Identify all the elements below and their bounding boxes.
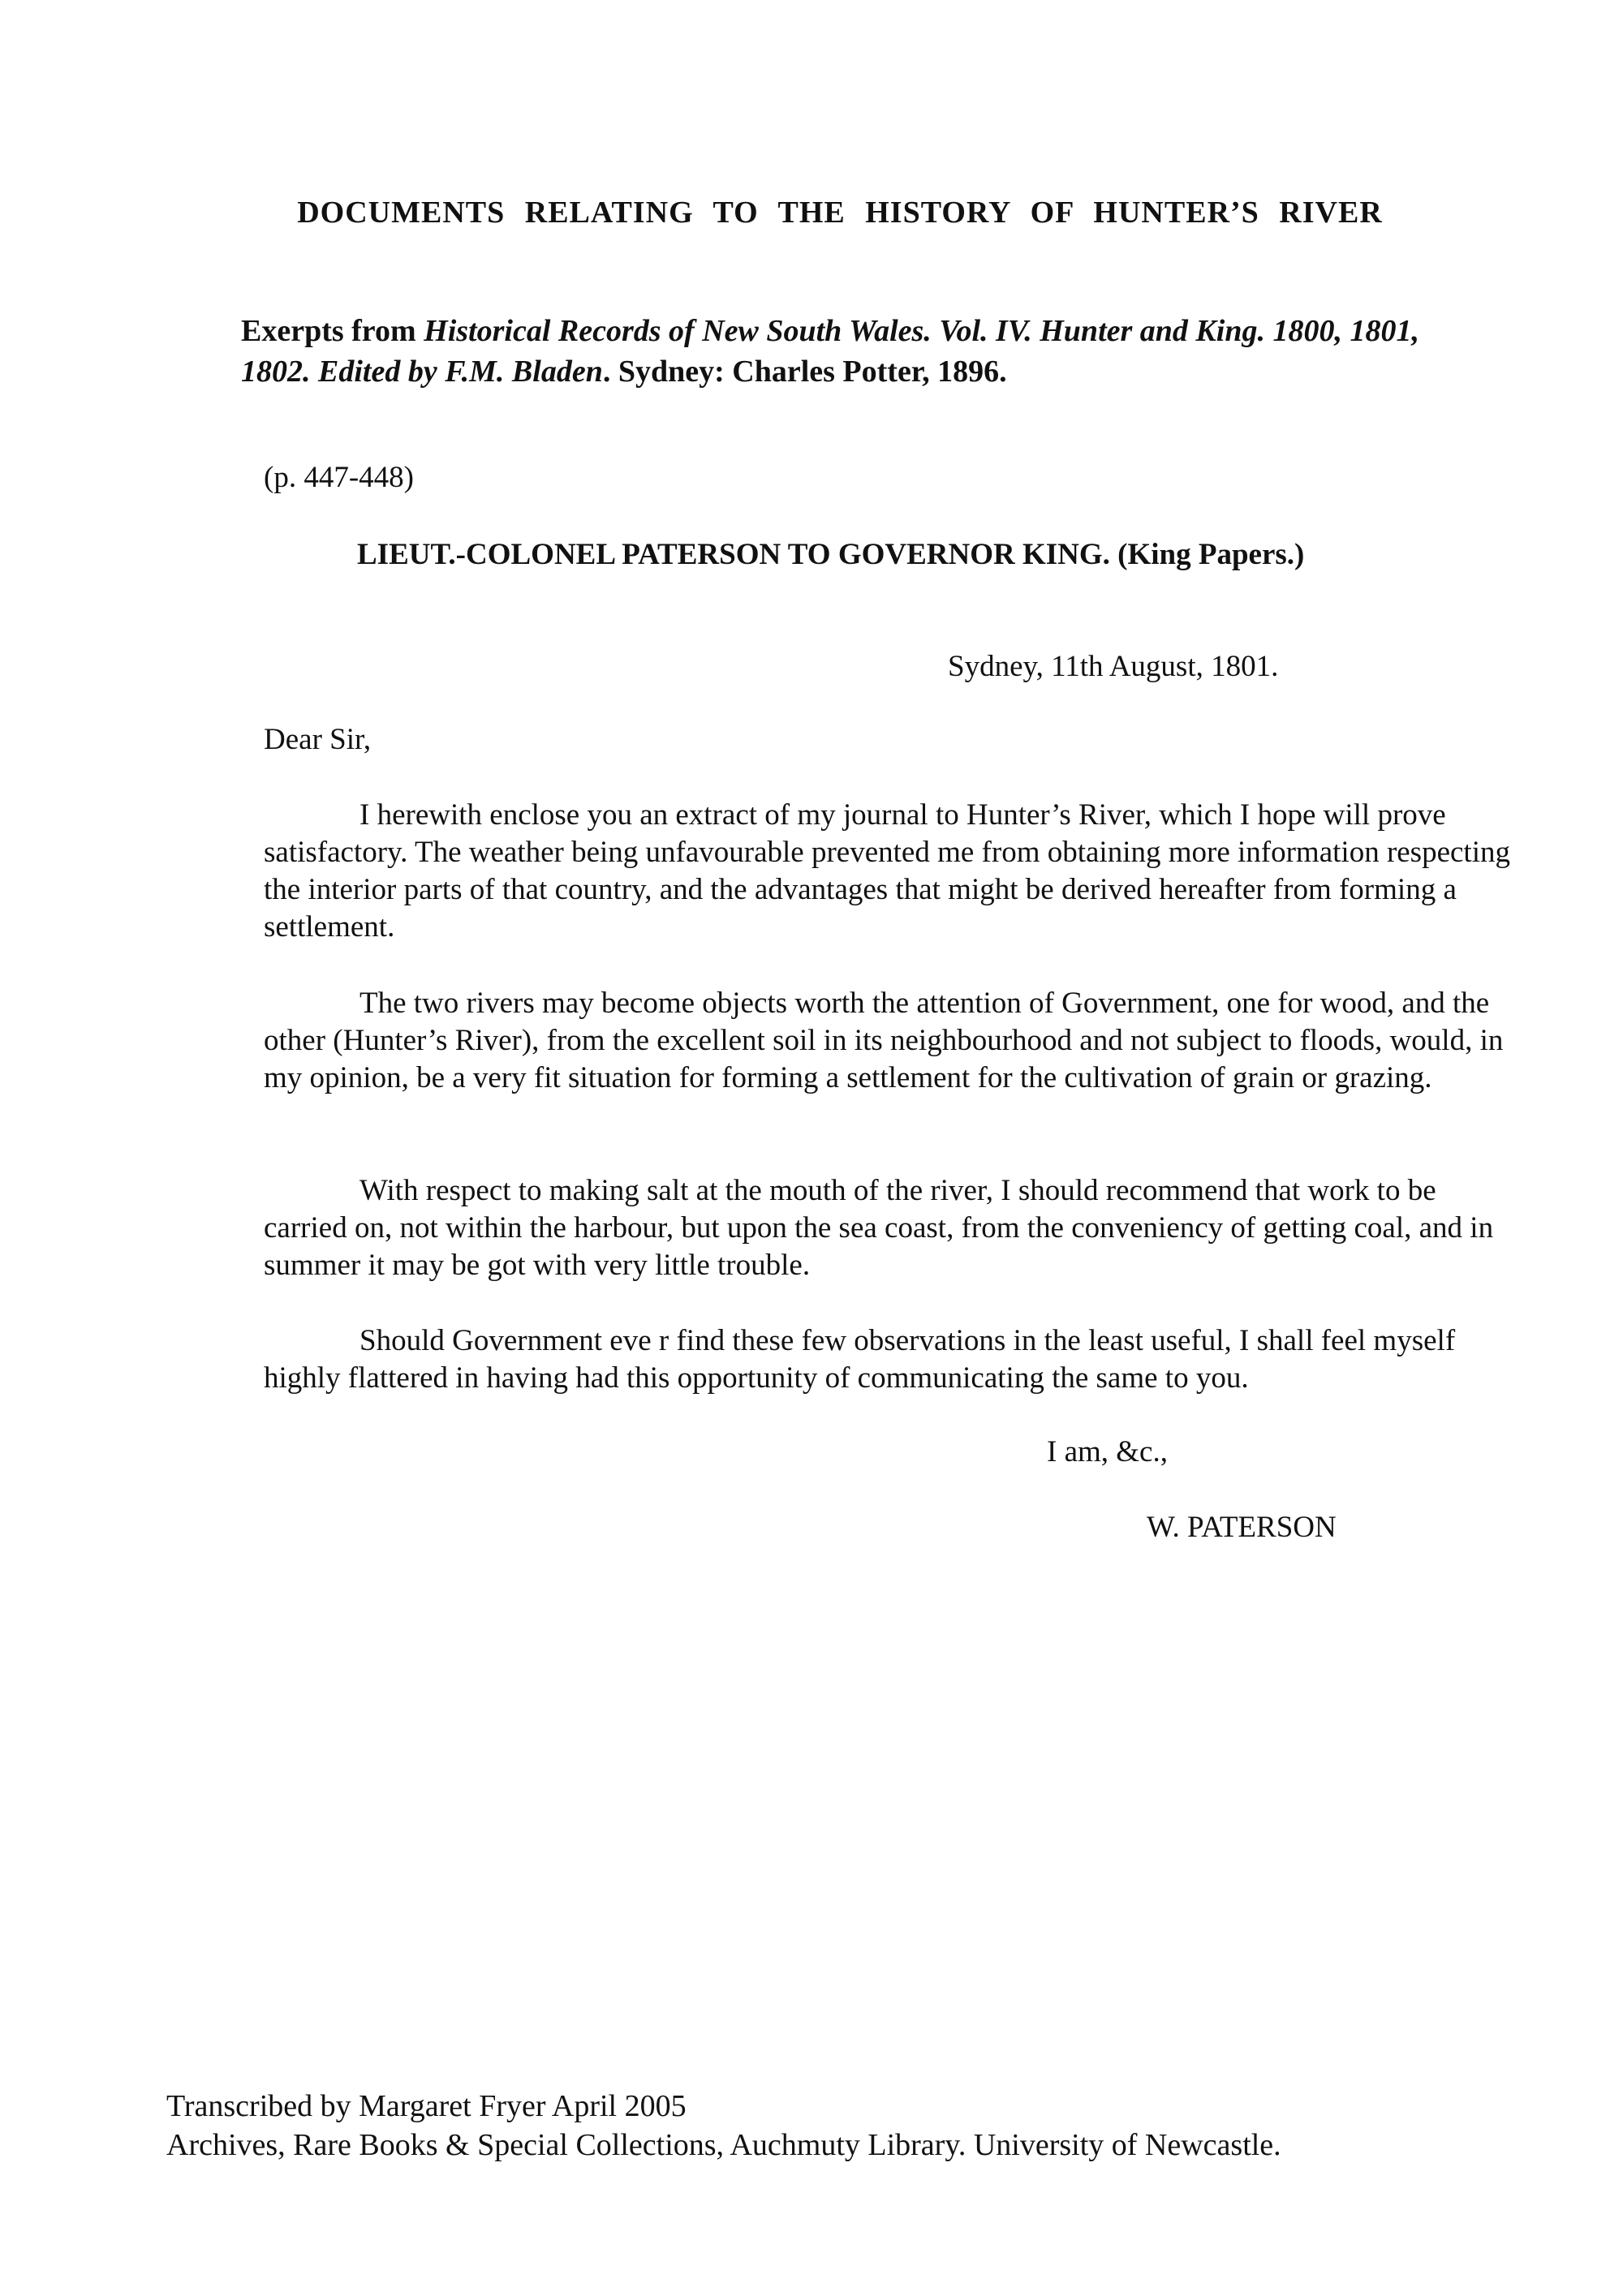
- letter-paragraph-2: [264, 985, 1513, 1097]
- footer-transcriber: Transcribed by Margaret Fryer April 2005: [166, 2089, 687, 2123]
- letter-dateline: Sydney, 11th August, 1801.: [948, 650, 1279, 683]
- letter-signature: W. PATERSON: [1147, 1511, 1337, 1544]
- citation-volume: Vol. IV. Hunter and King. 1800, 1801, 1802. Edited by F.M. Bladen: [241, 314, 1419, 389]
- letter-paragraph-1: [264, 797, 1513, 946]
- paragraph-text: I herewith enclose you an extract of my journal to Hunter’s River, which I hope will prove satisfactory. The weather being unfavourable prevented me from obtaining more information respecting the interior parts of that country, and the advantages that might be derived hereafter from forming a settlement.: [264, 798, 1510, 944]
- letter-paragraph-3: [264, 1172, 1513, 1284]
- paragraph-text: With respect to making salt at the mouth of the river, I should recommend that work to be carried on, not within the harbour, but upon the sea coast, from the conveniency of getting coal, and in summer it may be got with very little trouble.: [264, 1174, 1494, 1282]
- document-title: DOCUMENTS RELATING TO THE HISTORY OF HUNTER’S RIVER: [297, 196, 1383, 230]
- citation-prefix: Exerpts from: [241, 314, 424, 348]
- footer: [166, 2087, 1281, 2165]
- paragraph-text: Should Government eve r find these few observations in the least useful, I shall feel myself highly flattered in having had this opportunity of communicating the same to you.: [264, 1324, 1456, 1395]
- letter-salutation: Dear Sir,: [264, 723, 372, 756]
- citation-book-title: Historical Records of New South Wales.: [424, 314, 932, 348]
- letter-heading: LIEUT.-COLONEL PATERSON TO GOVERNOR KING. (King Papers.): [357, 538, 1305, 571]
- footer-archive: Archives, Rare Books & Special Collections, Auchmuty Library. University of Newcastle.: [166, 2128, 1281, 2162]
- citation-publisher: . Sydney: Charles Potter, 1896.: [602, 355, 1007, 389]
- source-citation: [241, 311, 1474, 392]
- letter-closing: I am, &c.,: [1047, 1435, 1168, 1468]
- letter-paragraph-4: [264, 1322, 1513, 1397]
- paragraph-text: The two rivers may become objects worth the attention of Government, one for wood, and the other (Hunter’s River), from the excellent soil in its neighbourhood and not subject to floods, would, in my opinion, be a very fit situation for forming a settlement for the cultivation of grain or grazing.: [264, 987, 1504, 1094]
- page-reference: (p. 447-448): [264, 461, 414, 494]
